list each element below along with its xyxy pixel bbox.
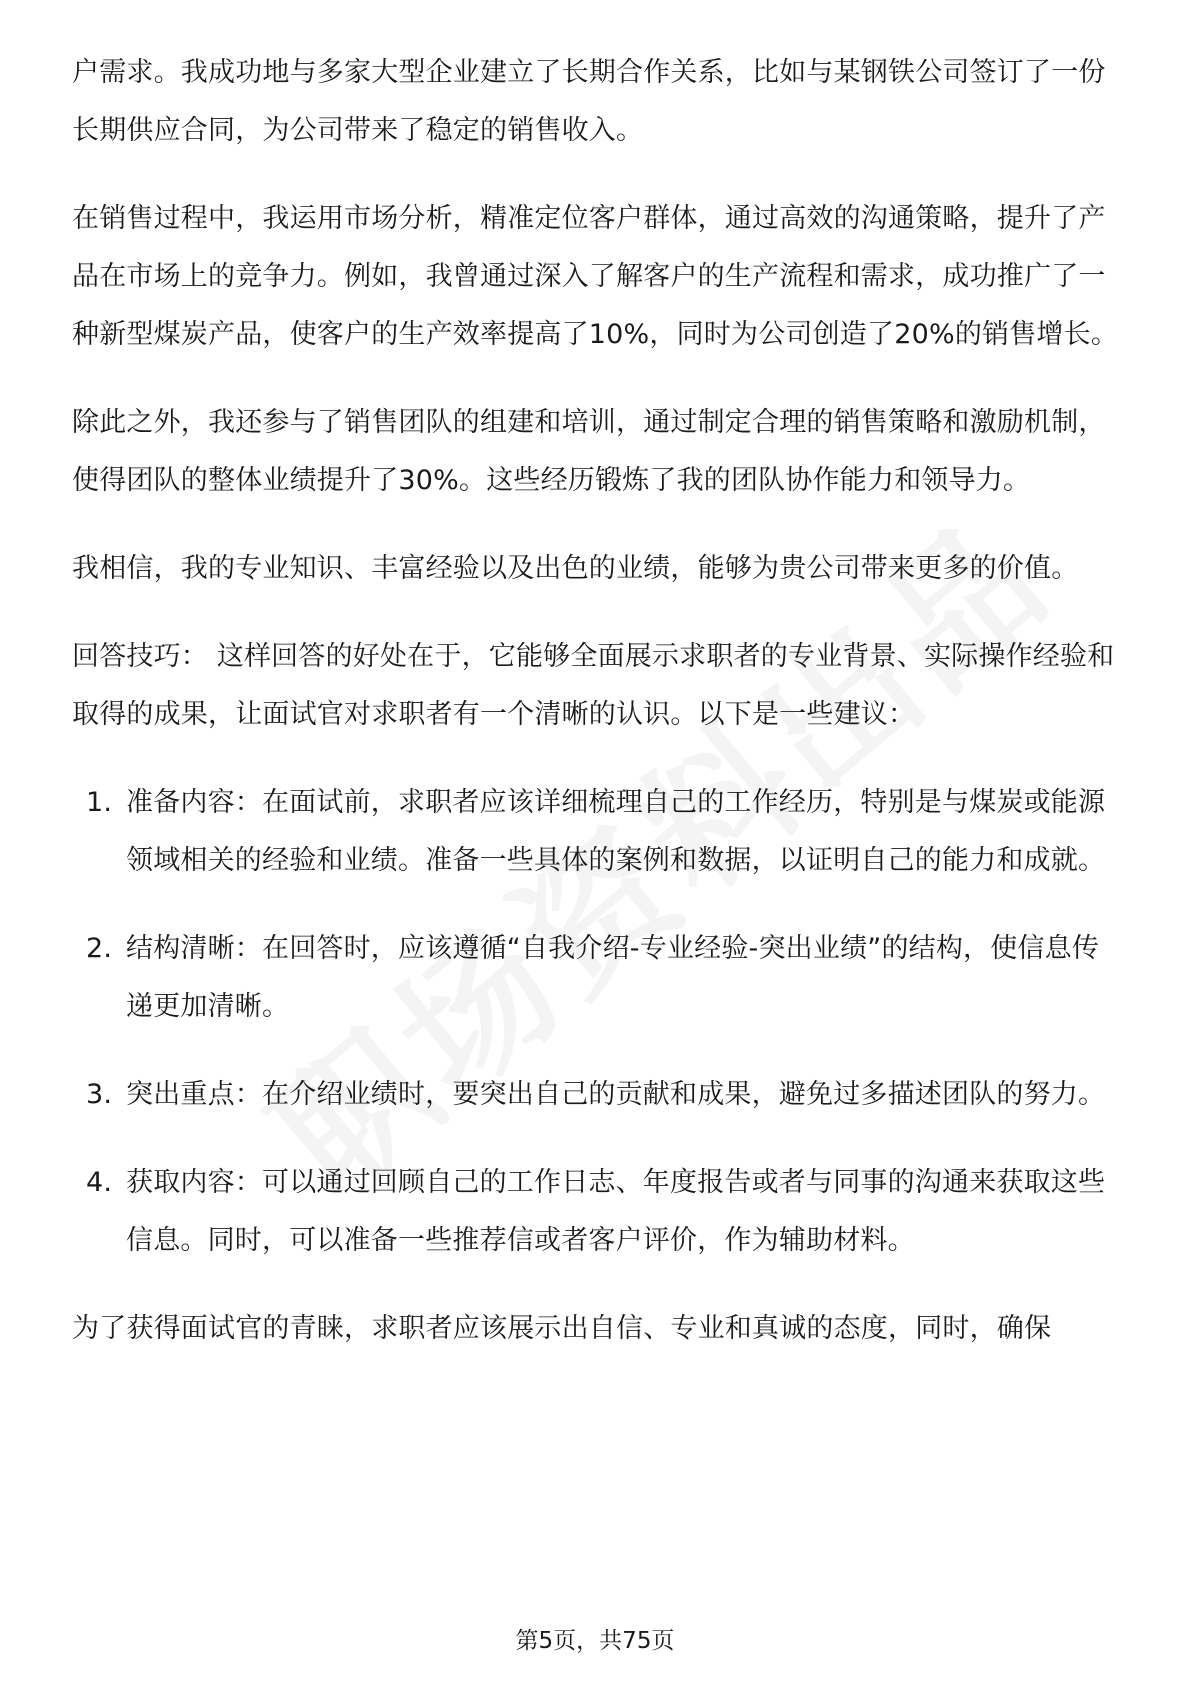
paragraph-2: 在销售过程中，我运用市场分析，精准定位客户群体，通过高效的沟通策略，提升了产品在市场上的竞争力。例如，我曾通过深入了解客户的生产流程和需求，成功推广了一种新型煤炭产品，使客户的生产效率提高了10%，同时为公司创造了20%的销售增长。	[72, 203, 1119, 350]
list-item	[72, 1066, 1122, 1124]
list-item	[72, 774, 1122, 890]
list-item-number: 4.	[86, 1167, 113, 1198]
list-item-text: 突出重点：在介绍业绩时，要突出自己的贡献和成果，避免过多描述团队的努力。	[126, 1079, 1106, 1110]
tips-list	[72, 774, 1122, 1270]
paragraph-4: 我相信，我的专业知识、丰富经验以及出色的业绩，能够为贵公司带来更多的价值。	[72, 553, 1079, 584]
document-body	[72, 44, 1122, 1388]
list-item-text: 获取内容：可以通过回顾自己的工作日志、年度报告或者与同事的沟通来获取这些信息。同时，可以准备一些推荐信或者客户评价，作为辅助材料。	[126, 1167, 1106, 1256]
page-number-footer: 第5页，共75页	[515, 1628, 675, 1654]
paragraph-bottom: 为了获得面试官的青睐，求职者应该展示出自信、专业和真诚的态度，同时，确保	[72, 1313, 1052, 1344]
list-item-number: 1.	[86, 787, 113, 818]
list-item-number: 2.	[86, 933, 113, 964]
list-item-number: 3.	[86, 1079, 113, 1110]
list-item	[72, 1154, 1122, 1270]
list-item-text: 结构清晰：在回答时，应该遵循“自我介绍-专业经验-突出业绩”的结构，使信息传递更加清晰。	[126, 933, 1100, 1022]
list-item	[72, 920, 1122, 1036]
paragraph-1: 户需求。我成功地与多家大型企业建立了长期合作关系，比如与某钢铁公司签订了一份长期供应合同，为公司带来了稳定的销售收入。	[72, 57, 1106, 146]
list-item-text: 准备内容：在面试前，求职者应该详细梳理自己的工作经历，特别是与煤炭或能源领域相关的经验和业绩。准备一些具体的案例和数据，以证明自己的能力和成就。	[126, 787, 1106, 876]
paragraph-3: 除此之外，我还参与了销售团队的组建和培训，通过制定合理的销售策略和激励机制，使得团队的整体业绩提升了30%。这些经历锻炼了我的团队协作能力和领导力。	[72, 407, 1106, 496]
paragraph-tips: 回答技巧： 这样回答的好处在于，它能够全面展示求职者的专业背景、实际操作经验和取得的成果，让面试官对求职者有一个清晰的认识。以下是一些建议：	[72, 641, 1115, 730]
